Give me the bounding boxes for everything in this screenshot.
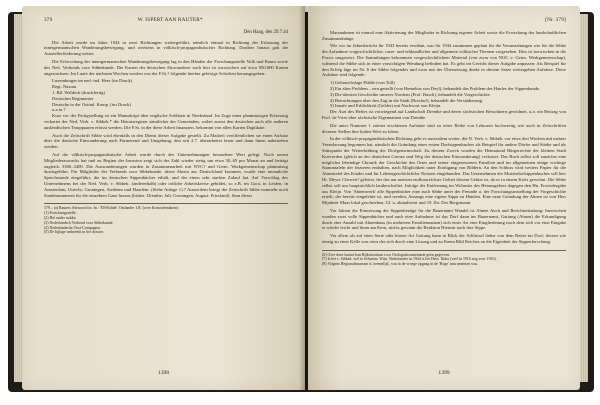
page-number-top: 379	[44, 17, 53, 23]
paragraph: Die Erforschung der innergermanischen Wanderungsbewegung lag in den Händen der Forschungsstelle Volk und Raum sowie des Ned. Verbonds voor Sibbekunde. Die Karten der deutschen Einwanderer nach hier ist inzwischen auf etwa 950.000 Karten angewachsen. Im Laufe der nächsten Wochen werden von der F.St.? folgende hierher gehörige Schriften herausgegeben:	[44, 58, 288, 76]
list-item: Luxemburger im ned.-ind. Heer (im Druck)	[52, 78, 133, 84]
place-date: Den Haag, den 29.7.44	[243, 29, 288, 35]
publication-list	[44, 78, 288, 113]
paragraph: Auch die Zeitschrift Sibbe wird ebenfalls in den Dienst dieser Aufgabe gestellt. Zu Maiheft veröffentlichen sie einen Aufsatz über die deutsche Einwanderung nach Purmerend und Umgebung, den seit 2.7. überarbeitet lesen und dann ihnen nahestehen werden.	[44, 132, 288, 150]
paragraph: Vor allem als auf einer Serie oder kürzer Art Gattung kann in Blick der Schlüssel lieber von dem Reiter im Dorf, dessen wie einzig zu einer Kelle was etwa der sich durch eine Lösung und zu Ihrem Bild Reiches an die Eigenheit der Sippenforschung.	[322, 233, 566, 244]
right-page-text	[322, 18, 566, 267]
running-head	[322, 18, 566, 24]
paragraph: Auf die völkisch-propagandistische Arbeit wurde durch des Unternehmungen besonderer Wert gelegt. Noch neuen Mitgliederzuwachs hat und zu Beginn der Invasion zeigt sich der Zahl wieder stetig um etwa 30–40 pro Monat an und beträgt zugleich 3300–3400. Die Auswanderungen wurden in Zusammenarbeit mit NVC? und Germ. Werkgemeinschap planmässig durchgeführt. Für Mitglieder der Verbonds voor Sibbekunde, deren Ahnen aus Deutschland kommen, wurde eine monatliche Sprechstunde eingeführt, die im deutschen Sippenbücher erhält, und der einen sehr starken Zulauf hat. Auf Vorschlag des Unternehmens bei der Ned. Verb. v. Sibbek. (andererhalb) oder örtliche Arbeitskreise gebildet, so z.B. im Gooi, in Leiden, in Amsterdam, Utrecht, Groningen, Arnheim und Haarlem. (Siehe Anlage 1).? Ausserdem bringt die Zeitschrift Sibbe nunmehr noch Sondernummern für die einzelnen Gaue heraus (bisher: Drenthe; Juli: Groningen; August: Friesland). Sinn dieser	[44, 151, 288, 198]
left-page	[22, 6, 305, 390]
footnote: (1) Forschungsstelle.	[44, 211, 77, 216]
paragraph: Vor Jahren die Einweisung der Sippenbezüge für die Bauernamt Wandel ist Ahnen Auch und Berichterstattung: Inzwischen wurden zwei volle Sippenbücher und auch eine Aufnahme ist das Dorf dann ins Bauernamt, Gattung (Ahnen) die Erkundigung durch eine Anzahl mit Ahnenhaus (in mehreren Familiennamen) sich einer Art eine Eingliederung nach dem sich vor eine Eingabe er wieder leicht und ihren am Kern, nichts gewinnt die Reaktion Hiermit nach ihre Sippe.	[322, 207, 566, 231]
footnote: 379 – (a) Rauters Antwoord in: In.: 'Ell-Rohde'. Ostlander 1.R. [over Kontrolentakien]	[44, 206, 179, 211]
right-page-edges	[580, 14, 588, 382]
footnote: (3) Nederlandsch Verbond voor Sibbekunde.	[44, 220, 114, 225]
list-item: 2) Ein altes Problem – neu gestellt (von Hemelius von Deyl), behandelt das Problem des Hanfes der Sippenkunde.	[330, 85, 541, 91]
list-item: 5) Innafe und Erblichkeit (Gelder) mit Nachwort von Kleijn.	[330, 103, 442, 109]
open-book	[8, 6, 594, 398]
footnotes	[44, 203, 288, 235]
list-item: 4) Betrachtungen über den Zug in die Stadt (Botchof), behandelt die Verstädterung.	[330, 97, 484, 103]
page-folio: 1398	[157, 370, 170, 376]
paragraph: Kurz vor der Fertigstellung ist ein Manuskript über englische Soldaten in Niederland. Im Zuge einer planmässigen Erfassung verkartet der Ned. Verb. v. Sibbek.* die Heiratsregister sämtlicher der Gemeinden, wobei zuerst den deutschen auch alle anderen ausländischen Trauppaaren erfasst werden. Die F.St. in der diese Arbeit finanziert, bekommt von allen Karten Duplikate.	[44, 113, 288, 130]
running-head	[44, 18, 288, 24]
paragraph: In der völkisch-propagandistischen Richtung geht es ausserdem weiter, die N. Verb. v. Sibbek. vor etwa drei Wochen mit meiner Veranlassung begonnen hat, nämlich die Gründung eines ersten Dorfsippenbuches als Beispiel für andere Dörfer und Städte und als Stützpunkt der Weiterbildung der Dorfgemeinschaft. Zu diesem Zweck wurden die Heimatund Bürgerrechte der kleinen Stadt Koevorden (gleich an der deutschen Grenze und Weg der deutschen Einwanderung) verkartet. Das Buch selbst soll zunächst eine möglichst lebendige Chronik der Geschichte des Ortes und seiner eingesessenen Familien und im allgemeinen einige wichtige Stammtafeln der letzteren enthalten, nach Möglichkeit unter Einfügung von Bildern. An den Schluss wird weiters Papier für die Ahnentafel des Kindes und für Lebensgeschichtliche Notizen eingebunden. Das Unternehmen der Musterdorfsippenbuches soll hier Hr. Meyer Chewen? geleitet, der das am meisten einflussreichste Gebiet diesem Gebiet ist, da es in einem Kreis gewohnt. Die Sibbe selbst soll nur hauptsächlich lautbeschriftet. Infolge der Entfernung im Wohnsitz des Herausgebers dagegen den Hn. Erwiedergabe aus Kleijn. Von 'Ahnenwerk' alle Sippenbücher eine auch Sibbe unter der Freunde u. der Forschungsanstellung der Vorgeschichte erteilt, der bereits eingeleitet ist, und werden, Ansangs eine eigene Sippe zu Händen. Eine neue Gründung der Ahnen ist von Herr Mijnheer Maas lokal geschrieben, Gl. u. aktualisiert und 19. Jhr. Der Bergsmann.	[322, 136, 566, 206]
list-item: 1) Gebrauchslage Pfähle (von Toll)	[330, 80, 395, 86]
footnote: (8) Volgens Regionalmuseum is 'zeemelijk', wat in de vroege opgang in de 'Hoge' instrumenten was.	[322, 262, 479, 267]
left-page-edges	[14, 14, 22, 382]
right-page	[308, 6, 580, 390]
footnote: (4) Nederlandsche Oost-Compagnie.	[44, 225, 102, 230]
paragraph: Massnahmen ist einmal eine Aktivierung der Mitglieder in Richtung eigener Arbeit sowie die Erweckung des landschaftlichen Zusammenhänge.	[322, 29, 566, 41]
article-list	[322, 80, 566, 109]
paragraph: Die unter Nummer 1 zuletzt erschienen Aufsätze sind zu einer Reihe von Lektoren hochwertig wie auch in Zeitschriften diverser Stellen ihre hohen Wert zu loben.	[322, 122, 566, 134]
footnote: (6) Over deze laatste kan Rijksinstituut voor Oorlogsdocumentatie geen gegevens.	[322, 252, 451, 257]
list-item: Deutsches Regimenter	[52, 95, 94, 101]
paragraph: Die Arbeit wurde im Jahre 1944 in zwei Richtungen weitergeführt, nämlich einmal in Richtung der Erfassung der innergermanischen Wanderungsbewegung, und zweitens in völkisch-propagandistischer Richtung. Darüber hinaus galt die Ausstellerförderung weiter.	[44, 39, 288, 57]
paragraph: Der Ärzt des Heftes ist vorwiegend auf Landschaft Drenthe und deren sächsischen Bewohnern gewidmet, u.a. ein Beitrag von Prof. de Vries über sächsische Eigennamen von Drenthe.	[322, 109, 566, 120]
paragraph: Wie wir im Jahresbericht für 1943 bereits erwähnt, war für 1944 zusammen geplant für die Veranstaltungen wie für die Sibbe die Aufnahme vorgeschichtlicher, rasse- und erbkundlicher und allgemein völkischer Themen vorgesehen. Dies ist inzwischen in die Praxis umgesetzt. Die Sammlungen bekommen vorgeschichtlichem Material (von zwar von NOC v. Germ. Werkgemeenschap), während die Sibbe sich in einer vorsichtigen Wendung befinden hat. Es geht im Gezicht dieser Aufgabe anpassen: Als Beispiel für den Erfolg läge im Nr. 6 der Sibbe folgendes und zwar mit der Übersetzung direkt in diesem Satze weitergeben Aufsätze. Diese Aufsätze sind folgende:	[322, 43, 566, 78]
page-number-top: [Nr. 379]	[545, 17, 566, 23]
footnote: (2) Het onder nokke.	[44, 215, 77, 220]
list-item: 3) Die ältesten Geschichte unseres Nordens (Prof. Busch), behandelt die Vorgeschichte.	[330, 91, 491, 97]
list-item: Regt. Nassau	[52, 84, 77, 90]
left-page-text	[44, 18, 288, 235]
page-folio: 1399	[438, 370, 450, 376]
list-item: u.a.m.?	[52, 107, 66, 113]
list-item: Deutsche in der Ostind. Komp. (im Druck)	[52, 101, 131, 107]
footnotes	[322, 250, 566, 267]
footnote: (5) De bijlage ontbreekt in het dossier.	[44, 230, 104, 235]
footnote: (7) Is het v. Sibbek. wel te Schutten, Wijn. Nederlander in 1944 is het Hess. Ilidor (veel in 1916 nog voor 1916).	[322, 257, 497, 262]
running-title: W. ISPERT AAN RAUTER*	[137, 17, 203, 23]
list-item: 1. Bil. Waldeck (druckfertig)	[52, 89, 105, 95]
